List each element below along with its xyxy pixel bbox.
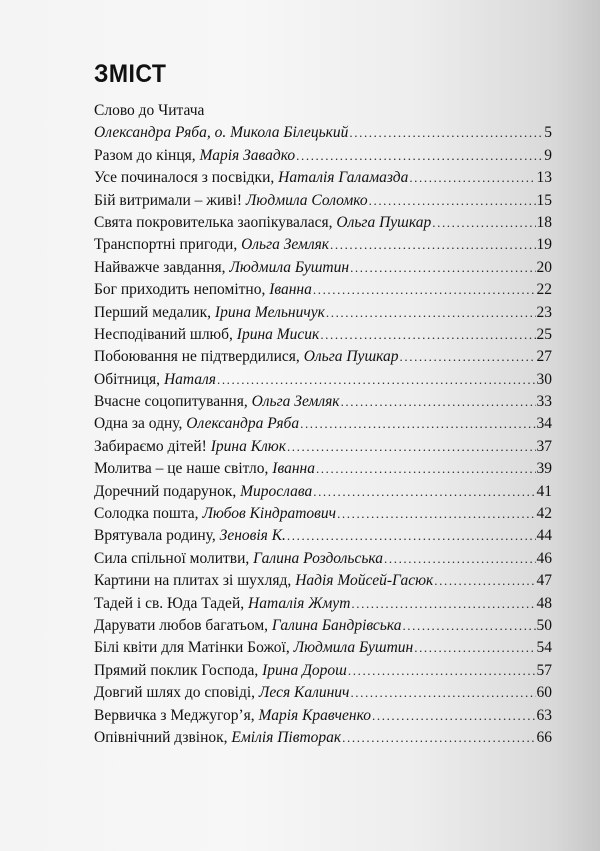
toc-entry-author: Людмила Буштин [293, 639, 414, 657]
toc-intro-text: Слово до Читача [94, 102, 205, 119]
toc-entry-label [94, 436, 286, 458]
toc-entry-title: Несподіваний шлюб, [94, 325, 237, 343]
dot-leader [434, 570, 535, 592]
toc-entry-author: Людмила Соломко [245, 191, 368, 209]
toc-entry-author: Леся Калинич [258, 684, 350, 702]
toc-entry [94, 637, 552, 659]
toc-entry-label [94, 548, 383, 570]
toc-entry-page-number: 18 [536, 213, 552, 231]
dot-leader [350, 682, 535, 704]
toc-entry-page-number: 44 [536, 527, 552, 545]
toc-entry-author: Мирослава [240, 482, 313, 500]
toc-entry-author: Наталя [163, 370, 216, 388]
toc-entry-author: Іванна [272, 460, 315, 478]
toc-entry [94, 391, 552, 413]
toc-entry-page-number: 15 [536, 191, 552, 209]
toc-entry-label [94, 324, 319, 346]
toc-entry-title: Довгий шлях до сповіді, [94, 684, 259, 702]
toc-entry-label [94, 705, 371, 727]
dot-leader [402, 615, 535, 637]
toc-entry-author: Любов Кіндратович [202, 505, 337, 523]
dot-leader [287, 525, 536, 547]
toc-entry [94, 212, 552, 234]
toc-entry-author: Людмила Буштин [229, 258, 350, 276]
toc-entry-label [94, 190, 368, 212]
toc-entry [94, 436, 552, 458]
toc-entry-label [94, 302, 325, 324]
dot-leader [217, 369, 536, 391]
toc-entry [94, 548, 552, 570]
toc-entry-author: Ірина Клюк [210, 437, 286, 455]
toc-entry-page-number: 34 [536, 415, 552, 433]
toc-entry-label [94, 481, 312, 503]
toc-entry-label [94, 413, 299, 435]
toc-entry [94, 234, 552, 256]
toc-entry-label [94, 346, 399, 368]
toc-entry-title: Перший медалик, [94, 303, 215, 321]
toc-entry-page-number: 39 [536, 460, 552, 478]
toc-entry-page-number: 22 [536, 281, 552, 299]
toc-entry-page-number: 48 [536, 594, 552, 612]
toc-entry [94, 413, 552, 435]
toc-entry [94, 615, 552, 637]
toc-entry [94, 660, 552, 682]
dot-leader [414, 637, 535, 659]
toc-entry-page-number: 20 [536, 258, 552, 276]
toc-entry-label [94, 503, 336, 525]
dot-leader [384, 548, 535, 570]
toc-entry-title: Побоювання не підтвердилися, [94, 348, 304, 366]
dot-leader [330, 234, 535, 256]
toc-entry-label [94, 570, 433, 592]
toc-entry-author: Ірина Мельничук [214, 303, 325, 321]
toc-entry-author: Надія Мойсей-Гасюк [295, 572, 434, 590]
dot-leader [351, 593, 535, 615]
toc-entry [94, 257, 552, 279]
toc-entry [94, 503, 552, 525]
toc-entry-title: Вчасне соцопитування, [94, 393, 252, 411]
toc-entry-title: Прямий поклик Господа, [94, 661, 263, 679]
toc-entry-label [94, 458, 315, 480]
toc-entry-page-number: 57 [536, 661, 552, 679]
toc-entry-label [94, 682, 349, 704]
dot-leader [316, 458, 536, 480]
dot-leader [296, 145, 543, 167]
toc-entry-label [94, 234, 329, 256]
toc-entry-label [94, 615, 401, 637]
toc-entry-author: Наталія Галамазда [278, 169, 409, 187]
toc-entry-page-number: 46 [536, 549, 552, 567]
toc-entry-page-number: 25 [536, 325, 552, 343]
toc-entry-page-number: 50 [536, 616, 552, 634]
dot-leader [326, 302, 536, 324]
toc-entry-author: Ірина Мисик [236, 325, 320, 343]
toc-entry-page-number: 13 [536, 169, 552, 187]
toc-entry-page-number: 42 [536, 505, 552, 523]
toc-entry-title: Забираємо дітей! [94, 437, 211, 455]
toc-entry-title: Опівнічний дзвінок, [94, 728, 232, 746]
dot-leader [400, 346, 536, 368]
dot-leader [409, 167, 535, 189]
toc-entry-page-number: 54 [536, 639, 552, 657]
toc-entry-label [94, 727, 341, 749]
toc-entry [94, 593, 552, 615]
toc-entry [94, 167, 552, 189]
toc-entry [94, 570, 552, 592]
toc-entry-page-number: 37 [536, 437, 552, 455]
toc-entry [94, 190, 552, 212]
toc-entry-page-number: 60 [536, 684, 552, 702]
toc-entry-page-number: 27 [536, 348, 552, 366]
toc-entry-title: Врятувала родину, [94, 527, 220, 545]
dot-leader [341, 391, 536, 413]
table-of-contents [94, 100, 552, 749]
toc-entry [94, 727, 552, 749]
toc-entry-title: Бій витримали – живі! [94, 191, 246, 209]
toc-entry-title: Бог приходить непомітно, [94, 281, 270, 299]
toc-entry-author: Марія Завадко [199, 146, 296, 164]
dot-leader [337, 503, 535, 525]
toc-entry-label [94, 167, 408, 189]
toc-entry-author: Галина Бандрівська [271, 616, 402, 634]
toc-entry [94, 279, 552, 301]
toc-entry-author: Олександра Ряба [186, 415, 300, 433]
toc-entry-title: Доречний подарунок, [94, 482, 241, 500]
toc-entry [94, 122, 552, 144]
toc-entry-label [94, 122, 348, 144]
toc-entry-title: Білі квіти для Матінки Божої, [94, 639, 294, 657]
dot-leader [350, 257, 535, 279]
toc-entry [94, 324, 552, 346]
toc-entry-label [94, 257, 349, 279]
toc-entry-title: Найважче завдання, [94, 258, 230, 276]
toc-intro [94, 100, 552, 122]
toc-entry-title: Молитва – це наше світло, [94, 460, 273, 478]
page-title: ЗМІСТ [94, 60, 167, 88]
toc-entry-title: Обітниця, [94, 370, 164, 388]
toc-entry-author: Ірина Дорош [262, 661, 347, 679]
toc-entry-title: Транспортні пригоди, [94, 236, 242, 254]
toc-entry-page-number: 9 [544, 146, 552, 164]
toc-entry [94, 346, 552, 368]
dot-leader [432, 212, 535, 234]
toc-entry [94, 682, 552, 704]
toc-entry-title: Солодка пошта, [94, 505, 203, 523]
toc-entry-label [94, 369, 216, 391]
toc-entry-page-number: 66 [536, 728, 552, 746]
toc-entry-author: Ольга Пушкар [336, 213, 432, 231]
toc-entry-page-number: 33 [536, 393, 552, 411]
dot-leader [313, 279, 536, 301]
toc-entry-author: Ольга Пушкар [303, 348, 399, 366]
toc-entry-author: Марія Кравченко [258, 706, 372, 724]
dot-leader [313, 481, 535, 503]
toc-entry-page-number: 23 [536, 303, 552, 321]
dot-leader [349, 122, 543, 144]
toc-entry-title: Дарувати любов багатьом, [94, 616, 272, 634]
toc-entry [94, 481, 552, 503]
toc-entry-title: Усе починалося з посвідки, [94, 169, 279, 187]
toc-entry-title: Вервичка з Меджугор’я, [94, 706, 259, 724]
toc-entry-title: Сила спільної молитви, [94, 549, 254, 567]
toc-entry-label [94, 145, 295, 167]
toc-entry-label [94, 391, 340, 413]
toc-entry-label [94, 525, 286, 547]
toc-entry-page-number: 5 [544, 124, 552, 142]
toc-entry [94, 458, 552, 480]
toc-entry-label [94, 637, 413, 659]
toc-entry-page-number: 47 [536, 572, 552, 590]
toc-entry [94, 302, 552, 324]
toc-entry-author: Емілія Півторак [231, 728, 342, 746]
dot-leader [287, 436, 536, 458]
toc-entry [94, 705, 552, 727]
toc-entry-page-number: 63 [536, 706, 552, 724]
toc-entry-title: Разом до кінця, [94, 146, 200, 164]
dot-leader [348, 660, 536, 682]
toc-entry-author: Іванна [269, 281, 312, 299]
toc-entry [94, 369, 552, 391]
toc-entry [94, 145, 552, 167]
toc-entry-title: Тадей і св. Юда Тадей, [94, 594, 248, 612]
toc-entry-author: Наталія Жмут [248, 594, 351, 612]
toc-entry-author: Галина Роздольська [253, 549, 384, 567]
dot-leader [372, 705, 535, 727]
toc-entry-author: Ольга Земляк [251, 393, 340, 411]
toc-entry-page-number: 41 [536, 482, 552, 500]
toc-entry-title: Одна за одну, [94, 415, 187, 433]
dot-leader [320, 324, 535, 346]
toc-entry-page-number: 30 [536, 370, 552, 388]
toc-entry-title: Свята покровителька заопікувалася, [94, 213, 337, 231]
toc-entry-label [94, 279, 312, 301]
toc-entry-label [94, 660, 347, 682]
toc-entry-page-number: 19 [536, 236, 552, 254]
dot-leader [300, 413, 535, 435]
toc-entry [94, 525, 552, 547]
toc-entry-author: Зеновія К. [219, 527, 286, 545]
toc-entry-title: Картини на плитах зі шухляд, [94, 572, 296, 590]
toc-entry-label [94, 212, 431, 234]
toc-entry-author: Олександра Ряба, о. Микола Білецький [94, 124, 349, 142]
toc-entries [94, 122, 552, 749]
toc-entry-author: Ольга Земляк [241, 236, 330, 254]
toc-entry-label [94, 593, 350, 615]
dot-leader [369, 190, 536, 212]
dot-leader [342, 727, 535, 749]
